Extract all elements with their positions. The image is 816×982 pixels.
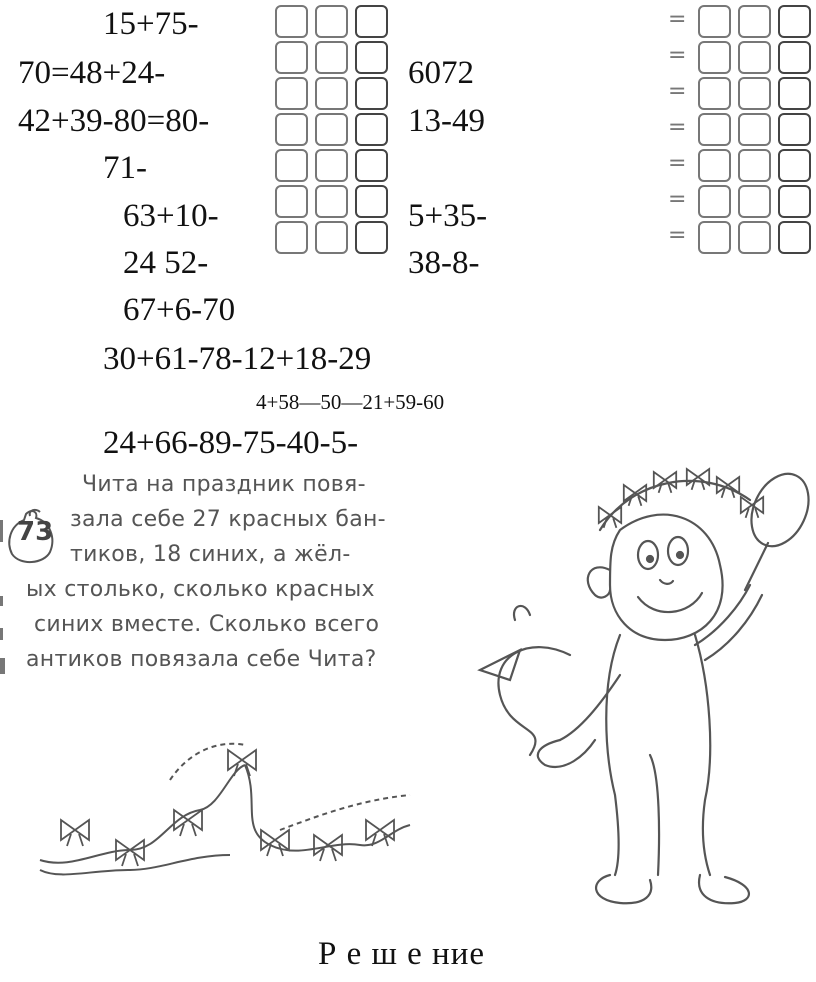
bow-garland-illustration xyxy=(30,720,460,920)
equals-sign: = xyxy=(668,79,687,104)
answer-box[interactable] xyxy=(315,149,348,182)
answer-box[interactable] xyxy=(778,149,811,182)
equals-sign: = xyxy=(668,43,687,68)
bow-icon xyxy=(687,469,709,490)
expression-14: 24+66-89-75-40-5- xyxy=(103,425,359,461)
expression-6: 24 52- xyxy=(123,245,209,281)
expression-3: 42+39-80=80- xyxy=(18,103,210,139)
equals-sign: = xyxy=(668,115,687,140)
answer-box[interactable] xyxy=(275,149,308,182)
answer-box[interactable] xyxy=(355,185,388,218)
task-line: тиков, 18 синих, а жёл- xyxy=(70,542,351,567)
expression-12: 30+61-78-12+18-29 xyxy=(103,341,372,377)
answer-box[interactable] xyxy=(738,5,771,38)
bow-icon xyxy=(61,820,89,846)
answer-box[interactable] xyxy=(738,113,771,146)
answer-box[interactable] xyxy=(275,185,308,218)
answer-box[interactable] xyxy=(698,149,731,182)
equals-sign: = xyxy=(668,187,687,212)
bow-icon xyxy=(366,820,394,846)
answer-box[interactable] xyxy=(698,221,731,254)
answer-box[interactable] xyxy=(315,41,348,74)
answer-box[interactable] xyxy=(778,185,811,218)
answer-box[interactable] xyxy=(355,149,388,182)
scan-mark xyxy=(0,596,3,606)
task-line: синих вместе. Сколько всего xyxy=(34,612,380,637)
expression-13: 4+58—50—21+59-60 xyxy=(256,390,445,414)
task-line: Чита на праздник повя- xyxy=(82,472,366,497)
task-line: антиков повязала себе Чита? xyxy=(26,647,377,672)
answer-box[interactable] xyxy=(778,221,811,254)
expression-11: 38-8- xyxy=(408,245,480,281)
scan-mark xyxy=(0,628,3,640)
expression-9: 13-49 xyxy=(408,103,485,139)
answer-box[interactable] xyxy=(778,113,811,146)
answer-box[interactable] xyxy=(275,77,308,110)
expression-4: 71- xyxy=(103,150,147,186)
answer-box[interactable] xyxy=(738,185,771,218)
answer-box[interactable] xyxy=(698,77,731,110)
equals-sign: = xyxy=(668,151,687,176)
task-line: ых столько, сколько красных xyxy=(26,577,375,602)
equals-sign: = xyxy=(668,223,687,248)
bow-icon xyxy=(228,750,256,776)
answer-box[interactable] xyxy=(778,41,811,74)
answer-box[interactable] xyxy=(355,41,388,74)
expression-7: 67+6-70 xyxy=(123,292,236,328)
answer-box[interactable] xyxy=(355,77,388,110)
answer-box[interactable] xyxy=(275,221,308,254)
answer-box[interactable] xyxy=(698,113,731,146)
answer-box[interactable] xyxy=(355,5,388,38)
expression-5: 63+10- xyxy=(123,198,219,234)
expression-10: 5+35- xyxy=(408,198,488,234)
answer-box[interactable] xyxy=(778,5,811,38)
task-number: 73 xyxy=(17,517,54,547)
answer-box[interactable] xyxy=(355,113,388,146)
answer-box[interactable] xyxy=(315,221,348,254)
answer-box[interactable] xyxy=(315,77,348,110)
task-line: зала себе 27 красных бан- xyxy=(70,507,386,532)
answer-box[interactable] xyxy=(698,5,731,38)
monkey-chita-illustration xyxy=(470,455,810,920)
answer-box[interactable] xyxy=(738,149,771,182)
answer-box[interactable] xyxy=(738,221,771,254)
answer-box[interactable] xyxy=(778,77,811,110)
answer-box[interactable] xyxy=(698,41,731,74)
answer-box[interactable] xyxy=(315,5,348,38)
equals-sign: = xyxy=(668,7,687,32)
answer-box[interactable] xyxy=(275,113,308,146)
answer-box[interactable] xyxy=(355,221,388,254)
answer-box[interactable] xyxy=(275,5,308,38)
expression-8: 6072 xyxy=(408,55,474,91)
answer-box[interactable] xyxy=(698,185,731,218)
answer-box[interactable] xyxy=(275,41,308,74)
answer-box[interactable] xyxy=(738,77,771,110)
scan-mark xyxy=(0,658,5,674)
scan-mark xyxy=(0,520,3,542)
word-problem xyxy=(28,470,453,690)
solution-label: Р е ш е ние xyxy=(318,936,486,972)
expression-2: 70=48+24- xyxy=(18,55,166,91)
answer-box[interactable] xyxy=(315,185,348,218)
bow-icon xyxy=(116,840,144,866)
expression-1: 15+75- xyxy=(103,6,199,42)
answer-box[interactable] xyxy=(738,41,771,74)
answer-box[interactable] xyxy=(315,113,348,146)
